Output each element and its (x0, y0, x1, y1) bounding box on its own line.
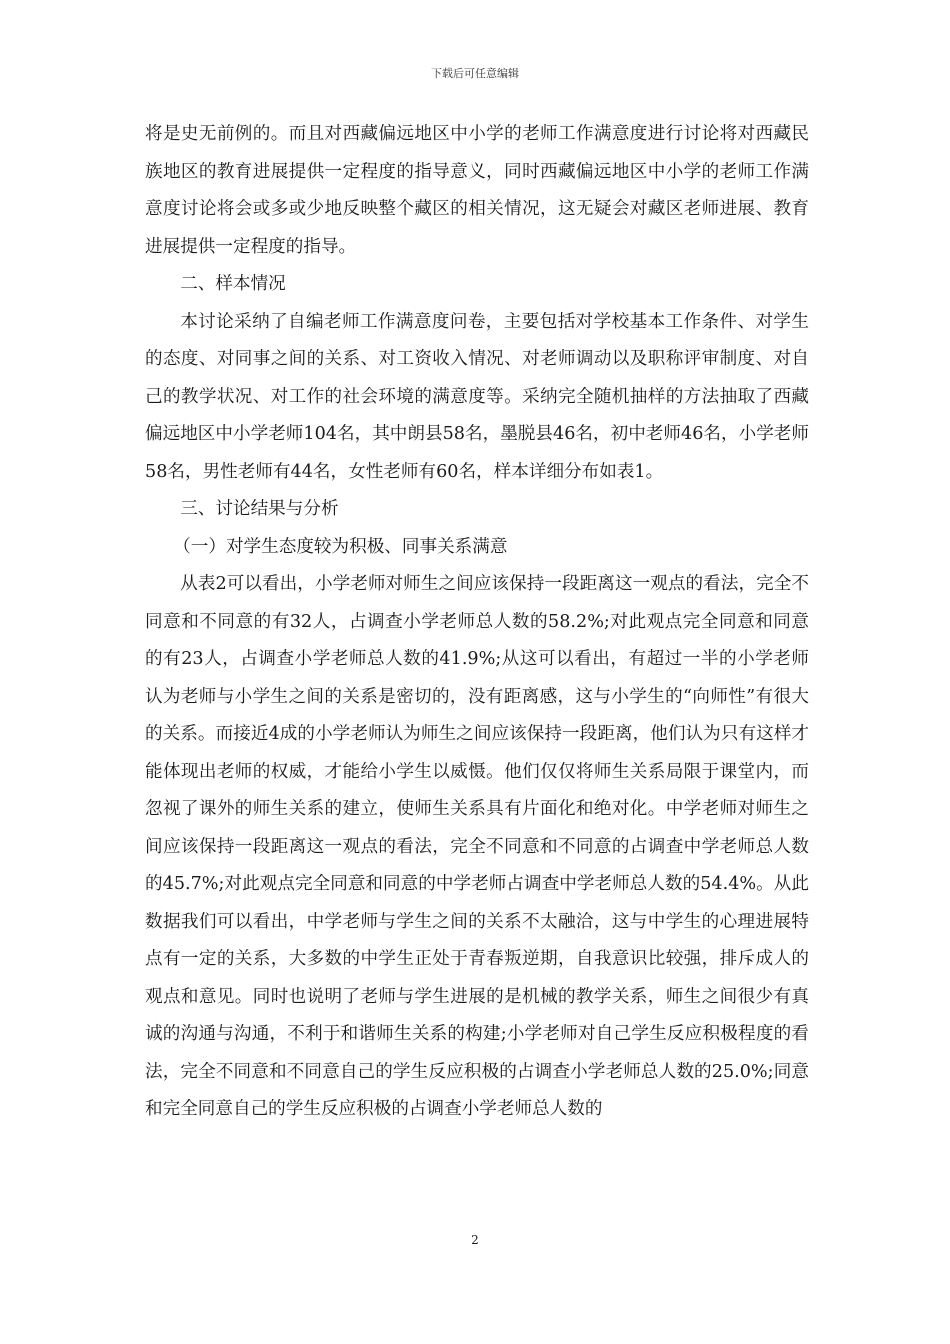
document-body (145, 116, 809, 1129)
paragraph-sample-description: 本讨论采纳了自编老师工作满意度问卷，主要包括对学校基本工作条件、对学生的态度、对同事之间的关系、对工资收入情况、对老师调动以及职称评审制度、对自己的教学状况、对工作的社会环境的满意度等。采纳完全随机抽样的方法抽取了西藏偏远地区中小学老师104名，其中朗县58名，墨脱县46名，初中老师46名，小学老师58名，男性老师有44名，女性老师有60名，样本详细分布如表1。 (145, 311, 809, 482)
section-heading-results: 三、讨论结果与分析 (180, 499, 339, 519)
page-number: 2 (471, 1233, 479, 1247)
subsection-heading-attitude: （一）对学生态度较为积极、同事关系满意 (173, 536, 508, 557)
page-header: 下载后可任意编辑 (431, 67, 519, 80)
paragraph-results-analysis: 从表2可以看出，小学老师对师生之间应该保持一段距离这一观点的看法，完全不同意和不同意的有32人，占调查小学老师总人数的58.2%;对此观点完全同意和同意的有23人，占调查小学老师总人数的41.9%;从这可以看出，有超过一半的小学老师认为老师与小学生之间的关系是密切的，没有距离感，这与小学生的“向师性”有很大的关系。而接近4成的小学老师认为师生之间应该保持一段距离，他们认为只有这样才能体现出老师的权威，才能给小学生以威慑。他们仅仅将师生关系局限于课堂内，而忽视了课外的师生关系的建立，使师生关系具有片面化和绝对化。中学老师对师生之间应该保持一段距离这一观点的看法，完全不同意和不同意的占调查中学老师总人数的45.7%;对此观点完全同意和同意的中学老师占调查中学老师总人数的54.4%。从此数据我们可以看出，中学老师与学生之间的关系不太融洽，这与中学生的心理进展特点有一定的关系，大多数的中学生正处于青春叛逆期，自我意识比较强，排斥成人的观点和意见。同时也说明了老师与学生进展的是机械的教学关系，师生之间很少有真诚的沟通与沟通，不利于和谐师生关系的构建;小学老师对自己学生反应积极程度的看法，完全不同意和不同意自己的学生反应积极的占调查小学老师总人数的25.0%;同意和完全同意自己的学生反应积极的占调查小学老师总人数的 (145, 574, 809, 1119)
section-heading-sample: 二、样本情况 (180, 274, 286, 294)
paragraph-continuation: 将是史无前例的。而且对西藏偏远地区中小学的老师工作满意度进行讨论将对西藏民族地区的教育进展提供一定程度的指导意义，同时西藏偏远地区中小学的老师工作满意度讨论将会或多或少地反映整个藏区的相关情况，这无疑会对藏区老师进展、教育进展提供一定程度的指导。 (145, 124, 809, 257)
